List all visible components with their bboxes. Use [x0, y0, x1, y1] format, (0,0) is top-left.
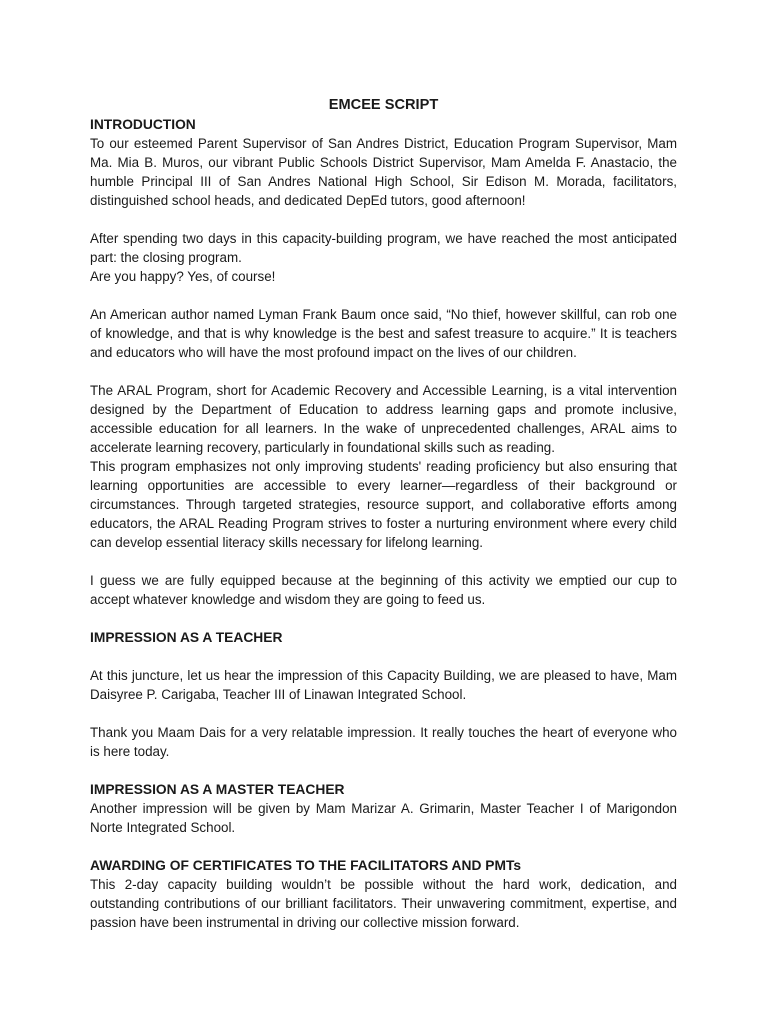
equipped-paragraph: I guess we are fully equipped because at the beginning of this activity we emptied our cup to accept whatever knowledge and wisdom they are going to feed us. — [90, 573, 677, 607]
teacher-impression-heading: IMPRESSION AS A TEACHER — [90, 630, 283, 645]
thank-you-paragraph: Thank you Maam Dais for a very relatable impression. It really touches the heart of everyone who is here today. — [90, 725, 677, 759]
emphasis-paragraph: This program emphasizes not only improving students' reading proficiency but also ensuring that learning opportunities are accessible to every learner—regardless of their background or circumstances. Through targeted strategies, resource support, and collaborative efforts among educators, the ARAL Reading Program strives to foster a nurturing environment where every child can develop essential literacy skills necessary for lifelong learning. — [90, 459, 677, 550]
question-line: Are you happy? Yes, of course! — [90, 269, 276, 284]
spacer — [90, 647, 677, 666]
spacer — [90, 552, 677, 571]
spacer — [90, 704, 677, 723]
awarding-heading: AWARDING OF CERTIFICATES TO THE FACILITATORS AND PMTs — [90, 858, 522, 873]
spacer — [90, 286, 677, 305]
quote-paragraph: An American author named Lyman Frank Baum once said, “No thief, however skillful, can rob one of knowledge, and that is why knowledge is the best and safest treasure to acquire.” It is teachers and educators who will have the most profound impact on the lives of our children. — [90, 307, 677, 360]
master-teacher-heading: IMPRESSION AS A MASTER TEACHER — [90, 782, 345, 797]
spacer — [90, 837, 677, 856]
awarding-paragraph: This 2-day capacity building wouldn’t be possible without the hard work, dedication, and outstanding contributions of our brilliant facilitators. Their unwavering commitment, expertise, and passion have been instrumental in driving our collective mission forward. — [90, 877, 677, 930]
document-page — [90, 96, 677, 932]
spacer — [90, 761, 677, 780]
master-teacher-paragraph: Another impression will be given by Mam Marizar A. Grimarin, Master Teacher I of Marigondon Norte Integrated School. — [90, 801, 677, 835]
document-title: EMCEE SCRIPT — [328, 97, 439, 113]
spacer — [90, 362, 677, 381]
greeting-paragraph: To our esteemed Parent Supervisor of San Andres District, Education Program Supervisor, Mam Ma. Mia B. Muros, our vibrant Public Schools District Supervisor, Mam Amelda F. Anastacio, the humble Principal III of San Andres National High School, Sir Edison M. Morada, facilitators, distinguished school heads, and dedicated DepEd tutors, good afternoon! — [90, 136, 677, 208]
spacer — [90, 210, 677, 229]
introduction-heading: INTRODUCTION — [90, 117, 196, 132]
teacher-impression-paragraph: At this juncture, let us hear the impression of this Capacity Building, we are pleased to have, Mam Daisyree P. Carigaba, Teacher III of Linawan Integrated School. — [90, 668, 677, 702]
spacer — [90, 609, 677, 628]
aral-paragraph: The ARAL Program, short for Academic Recovery and Accessible Learning, is a vital intervention designed by the Department of Education to address learning gaps and promote inclusive, accessible education for all learners. In the wake of unprecedented challenges, ARAL aims to accelerate learning recovery, particularly in foundational skills such as reading. — [90, 383, 677, 455]
program-paragraph: After spending two days in this capacity-building program, we have reached the most anticipated part: the closing program. — [90, 231, 677, 265]
